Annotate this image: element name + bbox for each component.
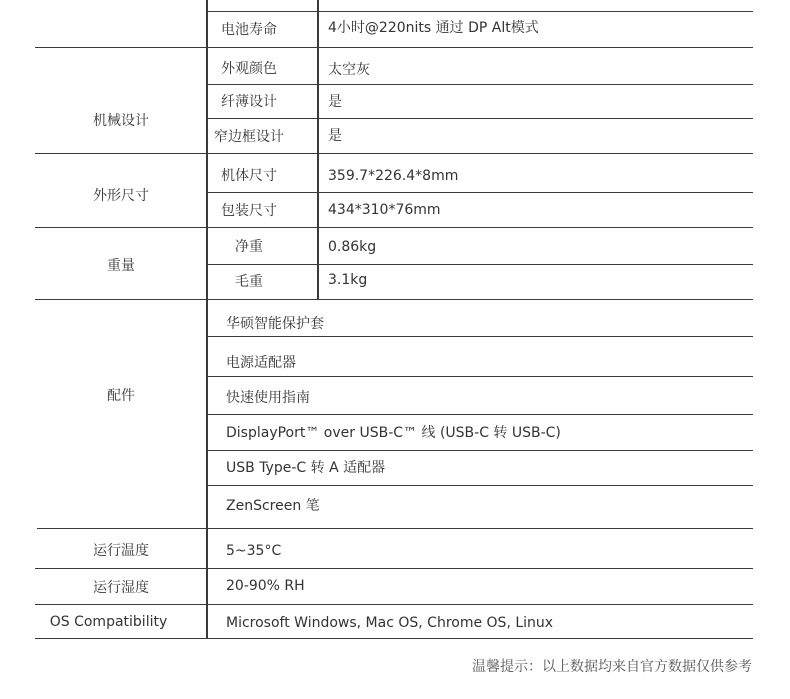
row-divider [207, 414, 753, 415]
os-value: Microsoft Windows, Mac OS, Chrome OS, Linux [226, 615, 554, 631]
accessory-item: ZenScreen 笔 [226, 498, 320, 514]
accessory-item: USB Type-C 转 A 适配器 [226, 460, 386, 476]
bezel-value: 是 [328, 128, 342, 144]
color-label: 外观颜色 [221, 61, 277, 77]
footer-note: 温馨提示：以上数据均来自官方数据仅供参考 [472, 659, 752, 675]
row-divider [207, 450, 753, 451]
gross-weight-value: 3.1kg [328, 272, 368, 288]
accessory-item: 电源适配器 [226, 355, 296, 371]
battery-life-label: 电池寿命 [221, 22, 277, 38]
cut-off-text [221, 0, 225, 6]
bezel-label: 窄边框设计 [214, 129, 284, 145]
operating-humidity-value: 20-90% RH [226, 578, 305, 594]
row-divider [207, 11, 753, 12]
row-divider [35, 638, 753, 639]
body-size-value: 359.7*226.4*8mm [328, 168, 459, 184]
accessories-category: 配件 [107, 388, 135, 404]
dimensions-category: 外形尺寸 [93, 188, 149, 204]
weight-category: 重量 [107, 258, 135, 274]
column-divider [206, 0, 208, 639]
operating-humidity-category: 运行湿度 [93, 580, 149, 596]
row-divider [35, 227, 753, 228]
package-size-value: 434*310*76mm [328, 202, 441, 218]
operating-temp-value: 5~35°C [226, 543, 282, 559]
accessory-item: 快速使用指南 [226, 390, 310, 406]
row-divider [37, 528, 753, 529]
net-weight-label: 净重 [235, 239, 263, 255]
row-divider [207, 192, 753, 193]
row-divider [207, 264, 753, 265]
battery-life-value: 4小时@220nits 通过 DP Alt模式 [328, 20, 539, 36]
slim-value: 是 [328, 94, 342, 110]
os-category: OS Compatibility [49, 614, 168, 630]
column-divider [317, 47, 319, 300]
row-divider [207, 376, 753, 377]
column-divider [317, 0, 319, 48]
design-category: 机械设计 [93, 113, 149, 129]
body-size-label: 机体尺寸 [221, 168, 277, 184]
row-divider [35, 568, 753, 569]
row-divider [207, 485, 753, 486]
accessory-item: DisplayPort™ over USB-C™ 线 (USB-C 转 USB-C) [226, 425, 561, 441]
row-divider [207, 118, 753, 119]
row-divider [207, 336, 753, 337]
accessory-item: 华硕智能保护套 [226, 316, 324, 332]
row-divider [35, 153, 753, 154]
row-divider [35, 47, 753, 48]
net-weight-value: 0.86kg [328, 239, 377, 255]
row-divider [35, 604, 753, 605]
slim-label: 纤薄设计 [221, 94, 277, 110]
gross-weight-label: 毛重 [235, 274, 263, 290]
operating-temp-category: 运行温度 [93, 543, 149, 559]
package-size-label: 包装尺寸 [221, 203, 277, 219]
row-divider [35, 299, 753, 300]
row-divider [207, 84, 753, 85]
color-value: 太空灰 [328, 62, 370, 78]
